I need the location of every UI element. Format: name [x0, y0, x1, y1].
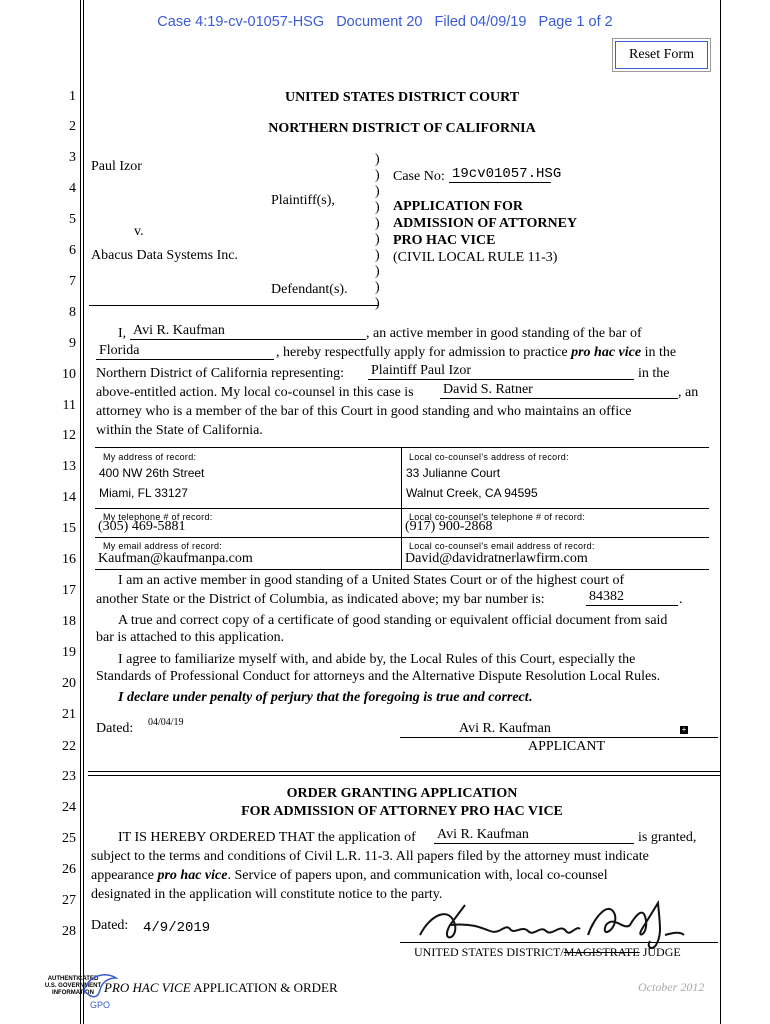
bar-number-field[interactable]: 84382	[586, 589, 678, 606]
line-number: 17	[62, 583, 76, 598]
line-number: 9	[69, 336, 76, 351]
application-title-4: (CIVIL LOCAL RULE 11-3)	[393, 250, 558, 265]
line-number: 24	[62, 800, 76, 815]
phv-italic: pro hac vice	[571, 345, 642, 360]
line-number: 2	[69, 119, 76, 134]
action-text: above-entitled action. My local co-counsel in this case is	[96, 385, 414, 400]
line-number: 28	[62, 924, 76, 939]
line-number: 3	[69, 150, 76, 165]
local-phone-field[interactable]: (917) 900-2868	[405, 519, 493, 534]
apply-text-label: , hereby respectfully apply for admission to practice	[276, 345, 568, 360]
order-applicant-field[interactable]: Avi R. Kaufman	[434, 827, 634, 844]
line-number: 27	[62, 893, 76, 908]
order-separator-1	[88, 771, 720, 772]
my-email-field[interactable]: Kaufman@kaufmanpa.com	[98, 551, 253, 566]
line-number: 16	[62, 552, 76, 567]
attorney-text: attorney who is a member of the bar of this Court in good standing and who maintains an office	[96, 404, 632, 419]
table-rule-2	[95, 537, 709, 538]
local-email-field[interactable]: David@davidratnerlawfirm.com	[405, 551, 588, 566]
margin-rule-left-1	[80, 0, 81, 1024]
footer-date: October 2012	[638, 980, 705, 994]
local-phone-label: Local co-counsel's telephone # of record:	[409, 512, 586, 522]
judge-title	[414, 945, 681, 960]
order-phv: pro hac vice	[157, 868, 228, 883]
applicant-signature[interactable]: Avi R. Kaufman	[459, 721, 551, 736]
order-granted: is granted,	[638, 830, 697, 845]
plaintiff-label: Plaintiff(s),	[271, 193, 335, 208]
declaration-italic: I declare under penalty of perjury that the foregoing is true and correct	[118, 690, 529, 705]
cocounsel-comma: , an	[678, 385, 699, 400]
in-the-label-2: in the	[638, 366, 670, 381]
defendant-label: Defendant(s).	[271, 282, 348, 297]
my-address-label: My address of record:	[103, 452, 197, 462]
signature-widget-icon[interactable]: +	[681, 725, 687, 734]
case-number-field[interactable]: 19cv01057.HSG	[449, 166, 551, 183]
caption-parens: ) ) ) ) ) ) ) ) ) )	[375, 152, 380, 311]
applicant-dated-value[interactable]: 04/04/19	[148, 717, 184, 728]
line-number: 20	[62, 676, 76, 691]
order-text-25: IT IS HEREBY ORDERED THAT the application of	[118, 830, 416, 845]
judge-title-a: UNITED STATES DISTRICT/	[414, 945, 564, 959]
judge-title-b: JUDGE	[639, 945, 681, 959]
gpo-line-2: U.S. GOVERNMENT	[44, 983, 102, 989]
applicant-name-field[interactable]: Avi R. Kaufman	[130, 323, 366, 340]
statement-17a: I am an active member in good standing of a United States Court or of the highest court of	[118, 573, 625, 588]
line-number: 4	[69, 181, 76, 196]
in-the-label: in the	[644, 345, 677, 360]
filing-header: Case 4:19-cv-01057-HSG Document 20 Filed 04/09/19 Page 1 of 2	[157, 14, 613, 30]
declaration-period: .	[528, 690, 533, 705]
line-number: 21	[62, 707, 76, 722]
application-title-2: ADMISSION OF ATTORNEY	[393, 216, 578, 231]
i-prefix: I,	[118, 326, 127, 341]
versus-label: v.	[134, 224, 144, 239]
application-title-1: APPLICATION FOR	[393, 199, 524, 214]
line-number: 25	[62, 831, 76, 846]
application-title-3: PRO HAC VICE	[393, 233, 496, 248]
order-text-28: designated in the application will constitute notice to the party.	[91, 887, 443, 902]
line-number: 22	[62, 739, 76, 754]
bar-number-period: .	[679, 592, 683, 607]
district-text: Northern District of California representing:	[96, 366, 345, 381]
court-district: NORTHERN DISTRICT OF CALIFORNIA	[268, 121, 536, 136]
footer-title-rest: APPLICATION & ORDER	[190, 980, 338, 995]
line-number: 5	[69, 212, 76, 227]
order-title-1: ORDER GRANTING APPLICATION	[286, 786, 518, 801]
line-number: 11	[62, 398, 76, 413]
statement-19a: I agree to familiarize myself with, and abide by, the Local Rules of this Court, especially the	[118, 652, 636, 667]
applicant-dated-label: Dated:	[96, 721, 134, 736]
bar-state-field[interactable]: Florida	[96, 343, 274, 360]
line-number: 15	[62, 521, 76, 536]
line-number: 7	[69, 274, 76, 289]
line-number: 10	[62, 367, 76, 382]
margin-rule-right	[720, 0, 721, 1024]
member-text: , an active member in good standing of the bar of	[366, 326, 642, 341]
table-rule-1	[95, 508, 709, 509]
order-appearance: appearance	[91, 868, 154, 883]
my-email-label: My email address of record:	[103, 541, 223, 551]
statement-17b: another State or the District of Columbia, as indicated above; my bar number is:	[96, 592, 545, 607]
cocounsel-field[interactable]: David S. Ratner	[440, 382, 678, 399]
order-text-27	[91, 868, 608, 884]
local-address-line-1[interactable]: 33 Julianne Court	[406, 466, 501, 480]
reset-form-button[interactable]: Reset Form	[615, 41, 708, 69]
order-service-text: . Service of papers upon, and communication with, local co-counsel	[227, 868, 608, 883]
gpo-line-1: AUTHENTICATED	[47, 976, 99, 982]
court-name: UNITED STATES DISTRICT COURT	[284, 90, 520, 105]
local-email-label: Local co-counsel's email address of record:	[409, 541, 595, 551]
applicant-signature-line	[400, 737, 718, 738]
line-number: 12	[62, 428, 76, 443]
line-number: 13	[62, 459, 76, 474]
line-number: 1	[69, 89, 76, 104]
margin-rule-left-2	[83, 0, 84, 1024]
order-title-2: FOR ADMISSION OF ATTORNEY PRO HAC VICE	[241, 804, 563, 819]
footer-phv: PRO HAC VICE	[104, 980, 191, 995]
caption-underline	[89, 305, 378, 306]
my-address-line-2[interactable]: Miami, FL 33127	[99, 486, 188, 500]
line-number: 14	[62, 490, 76, 505]
gpo-line-3: INFORMATION	[52, 990, 94, 996]
plaintiff-name: Paul Izor	[91, 159, 142, 174]
applicant-label: APPLICANT	[528, 739, 606, 754]
judge-signature-line	[400, 942, 718, 943]
statement-19b: Standards of Professional Conduct for attorneys and the Alternative Dispute Resolution Local Rules.	[96, 669, 661, 684]
statement-18b: bar is attached to this application.	[96, 630, 285, 645]
line-number: 6	[69, 243, 76, 258]
judge-title-strike: MAGISTRATE	[563, 945, 640, 959]
declaration-text	[118, 690, 532, 706]
statement-18a: A true and correct copy of a certificate of good standing or equivalent official document from said	[118, 613, 668, 628]
representing-field[interactable]: Plaintiff Paul Izor	[368, 363, 634, 380]
my-phone-field[interactable]: (305) 469-5881	[98, 519, 186, 534]
line-number: 18	[62, 614, 76, 629]
line-number: 8	[69, 305, 76, 320]
gpo-logo: GPO	[90, 1000, 111, 1010]
table-top-rule	[95, 447, 709, 448]
within-state-text: within the State of California.	[96, 423, 263, 438]
my-phone-label: My telephone # of record:	[103, 512, 213, 522]
my-address-line-1[interactable]: 400 NW 26th Street	[99, 466, 205, 480]
order-dated-label: Dated:	[91, 918, 129, 933]
defendant-name: Abacus Data Systems Inc.	[91, 248, 238, 263]
order-dated-value[interactable]: 4/9/2019	[143, 920, 211, 936]
apply-text	[276, 345, 676, 361]
line-number: 23	[62, 769, 76, 784]
order-separator-2	[88, 775, 720, 776]
case-number-label: Case No:	[393, 169, 445, 184]
line-number: 26	[62, 862, 76, 877]
line-number: 19	[62, 645, 76, 660]
local-address-line-2[interactable]: Walnut Creek, CA 94595	[406, 486, 538, 500]
order-text-26: subject to the terms and conditions of Civil L.R. 11-3. All papers filed by the attorney must indicate	[91, 849, 649, 864]
local-address-label: Local co-counsel's address of record:	[409, 452, 569, 462]
footer-title	[104, 980, 338, 996]
table-rule-3	[95, 569, 709, 570]
